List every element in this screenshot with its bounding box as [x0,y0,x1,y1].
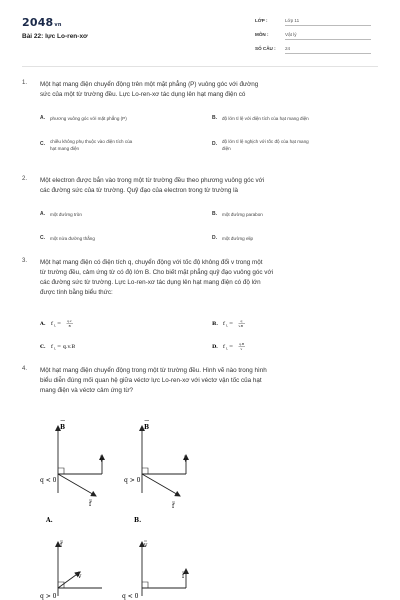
charge-label: q < 0 [40,477,57,484]
v-vector-arrow [58,572,80,588]
option-letter: B. [212,115,217,121]
logo-text: 2048 [22,16,54,29]
question-text-line: Một hạt mang điện có điện tích q, chuyển động với tốc độ không đổi v trong một [40,259,263,266]
option-letter: A. [40,115,45,121]
vector-figures [22,366,378,600]
count-label: SỐ CÂU : [255,46,276,51]
f-vector-arrow [142,474,180,496]
meta-subject [255,32,371,40]
formula-subscript: L [54,346,56,351]
question-number: 2. [22,176,28,182]
figure-letter: A. [46,517,53,524]
question-text-line: từ trường đều, cảm ứng từ có độ lớn B. Cho biết mặt phẳng quỹ đạo vuông góc với [40,269,273,276]
formula-equals: = [229,321,234,327]
charge-label: q > 0 [40,593,57,600]
option-letter: B. [212,211,217,217]
question-text-line: được tính bằng biểu thức: [40,289,113,296]
option-letter: A. [40,321,46,327]
figure-d[interactable] [122,541,186,600]
f-vector-label: f [172,503,175,510]
option-letter: D. [212,141,217,147]
formula-symbol: f [223,344,225,350]
option-d[interactable] [212,235,378,242]
option-text: chiều không phụ thuộc vào điện tích của [50,139,133,144]
question-text-line: các đường sức của từ trường. Quỹ đạo của electron trong từ trường là [40,187,238,194]
question-text-line: biểu diễn đúng mối quan hệ giữa véctơ lực Lo-ren-xơ với véctơ vận tốc của hạt [40,377,262,384]
subject-label: MÔN : [255,32,269,37]
option-a[interactable] [39,319,73,328]
option-a[interactable] [40,115,205,122]
formula-denominator: B [68,324,71,328]
question-number: 1. [22,80,28,86]
right-angle-mark [58,468,64,474]
option-c[interactable] [40,235,205,242]
option-text: phương vuông góc với mặt phẳng (P) [50,116,127,121]
right-angle-mark [142,468,148,474]
formula-subscript: L [226,323,228,328]
question-text-line: Một electron được bắn vào trong một từ trường đều theo phương vuông góc với [40,177,265,184]
count-value: 24 [285,46,371,54]
figure-letter: B. [134,517,142,524]
lesson-title: Bài 22: lực Lo-ren-xơ [22,33,88,40]
question-number: 4. [22,366,28,372]
class-value: Lớp 11 [285,18,371,26]
v-vector-label: v [78,573,82,580]
f-vector-label: f [182,573,185,580]
question-text-line: Một hạt mang điện chuyển động trên một mặt phẳng (P) vuông góc với đường [40,81,259,88]
question-1 [22,80,378,170]
formula-denominator: v.B [238,324,243,328]
option-c[interactable] [40,138,205,152]
f-vector-label: f [60,542,63,549]
option-text: một đường tròn [50,212,82,217]
question-number: 3. [22,258,28,264]
question-text-line: các đường sức từ trường. Lực Lo-ren-xơ tác dụng lên hạt mang điện có độ lớn [40,279,261,286]
site-logo[interactable] [22,16,62,29]
question-4 [22,366,378,600]
header-divider [22,66,378,67]
meta-count [255,46,371,54]
option-d[interactable] [212,342,245,351]
page-header [0,0,400,62]
question-3 [22,258,378,358]
option-text: độ lớn tỉ lệ với điện tích của hạt mang điện [222,116,309,121]
option-text: một đường elip [222,236,254,241]
b-vector-label: B [144,424,150,431]
charge-label: q > 0 [124,477,141,484]
option-letter: D. [212,235,217,241]
formula-equals: = [229,344,234,350]
charge-label: q < 0 [122,593,139,600]
meta-class [255,18,371,26]
subject-value: Vật lý [285,32,371,40]
formula-denominator: v [240,347,243,351]
formula-symbol: f [51,321,53,327]
question-text-line: sức của một từ trường đều. Lực Lo-ren-xơ tác dụng lên hạt mang điện có [40,91,246,98]
question-text-line: mang điện và véctơ cảm ứng từ? [40,387,134,394]
question-2 [22,176,378,246]
option-b[interactable] [212,115,378,122]
option-text: một đường parabon [222,212,263,217]
option-letter: B. [212,321,218,327]
v-vector-label: v [184,457,188,464]
formula-subscript: L [226,346,228,351]
f-vector-label: f [89,501,92,508]
formula-numerator: q.v [67,319,72,323]
question-text [40,80,378,100]
option-letter: C. [40,235,45,241]
option-d[interactable] [212,138,378,152]
option-letter: D. [212,344,218,350]
class-label: LỚP : [255,18,268,23]
option-text: độ lớn tỉ lệ nghịch với tốc độ của hạt mang [222,139,309,144]
formula-options [22,258,378,358]
question-text-line: Một hạt mang điện chuyển động trong một từ trường đều. Hình vẽ nào trong hình [40,367,267,374]
option-text: hạt mang điện [50,146,80,151]
option-text: một nửa đường thẳng [50,236,95,241]
f-vector-arrow [58,474,96,496]
question-text [40,176,378,196]
formula-numerator: q.B [239,342,245,346]
v-vector-label: v [100,457,104,464]
formula-symbol: f [223,321,225,327]
option-letter: C. [40,141,45,147]
v-vector-label: v [144,542,148,549]
formula-symbol: f [51,344,53,350]
option-b[interactable] [212,211,378,218]
logo-suffix: vn [54,22,62,28]
b-vector-label: B [60,424,66,431]
option-a[interactable] [40,211,205,218]
formula-numerator: q [240,319,243,323]
option-c[interactable] [40,344,75,351]
figure-b[interactable] [124,421,188,525]
figure-a[interactable] [40,421,104,525]
formula-subscript: L [54,323,56,328]
option-letter: C. [40,344,46,350]
figure-c[interactable] [40,541,102,600]
right-angle-mark [142,582,148,588]
option-b[interactable] [212,319,245,328]
option-text: điện [222,146,231,151]
option-letter: A. [40,211,45,217]
formula-body: = q.v.B [57,344,76,350]
formula-equals: = [57,321,62,327]
